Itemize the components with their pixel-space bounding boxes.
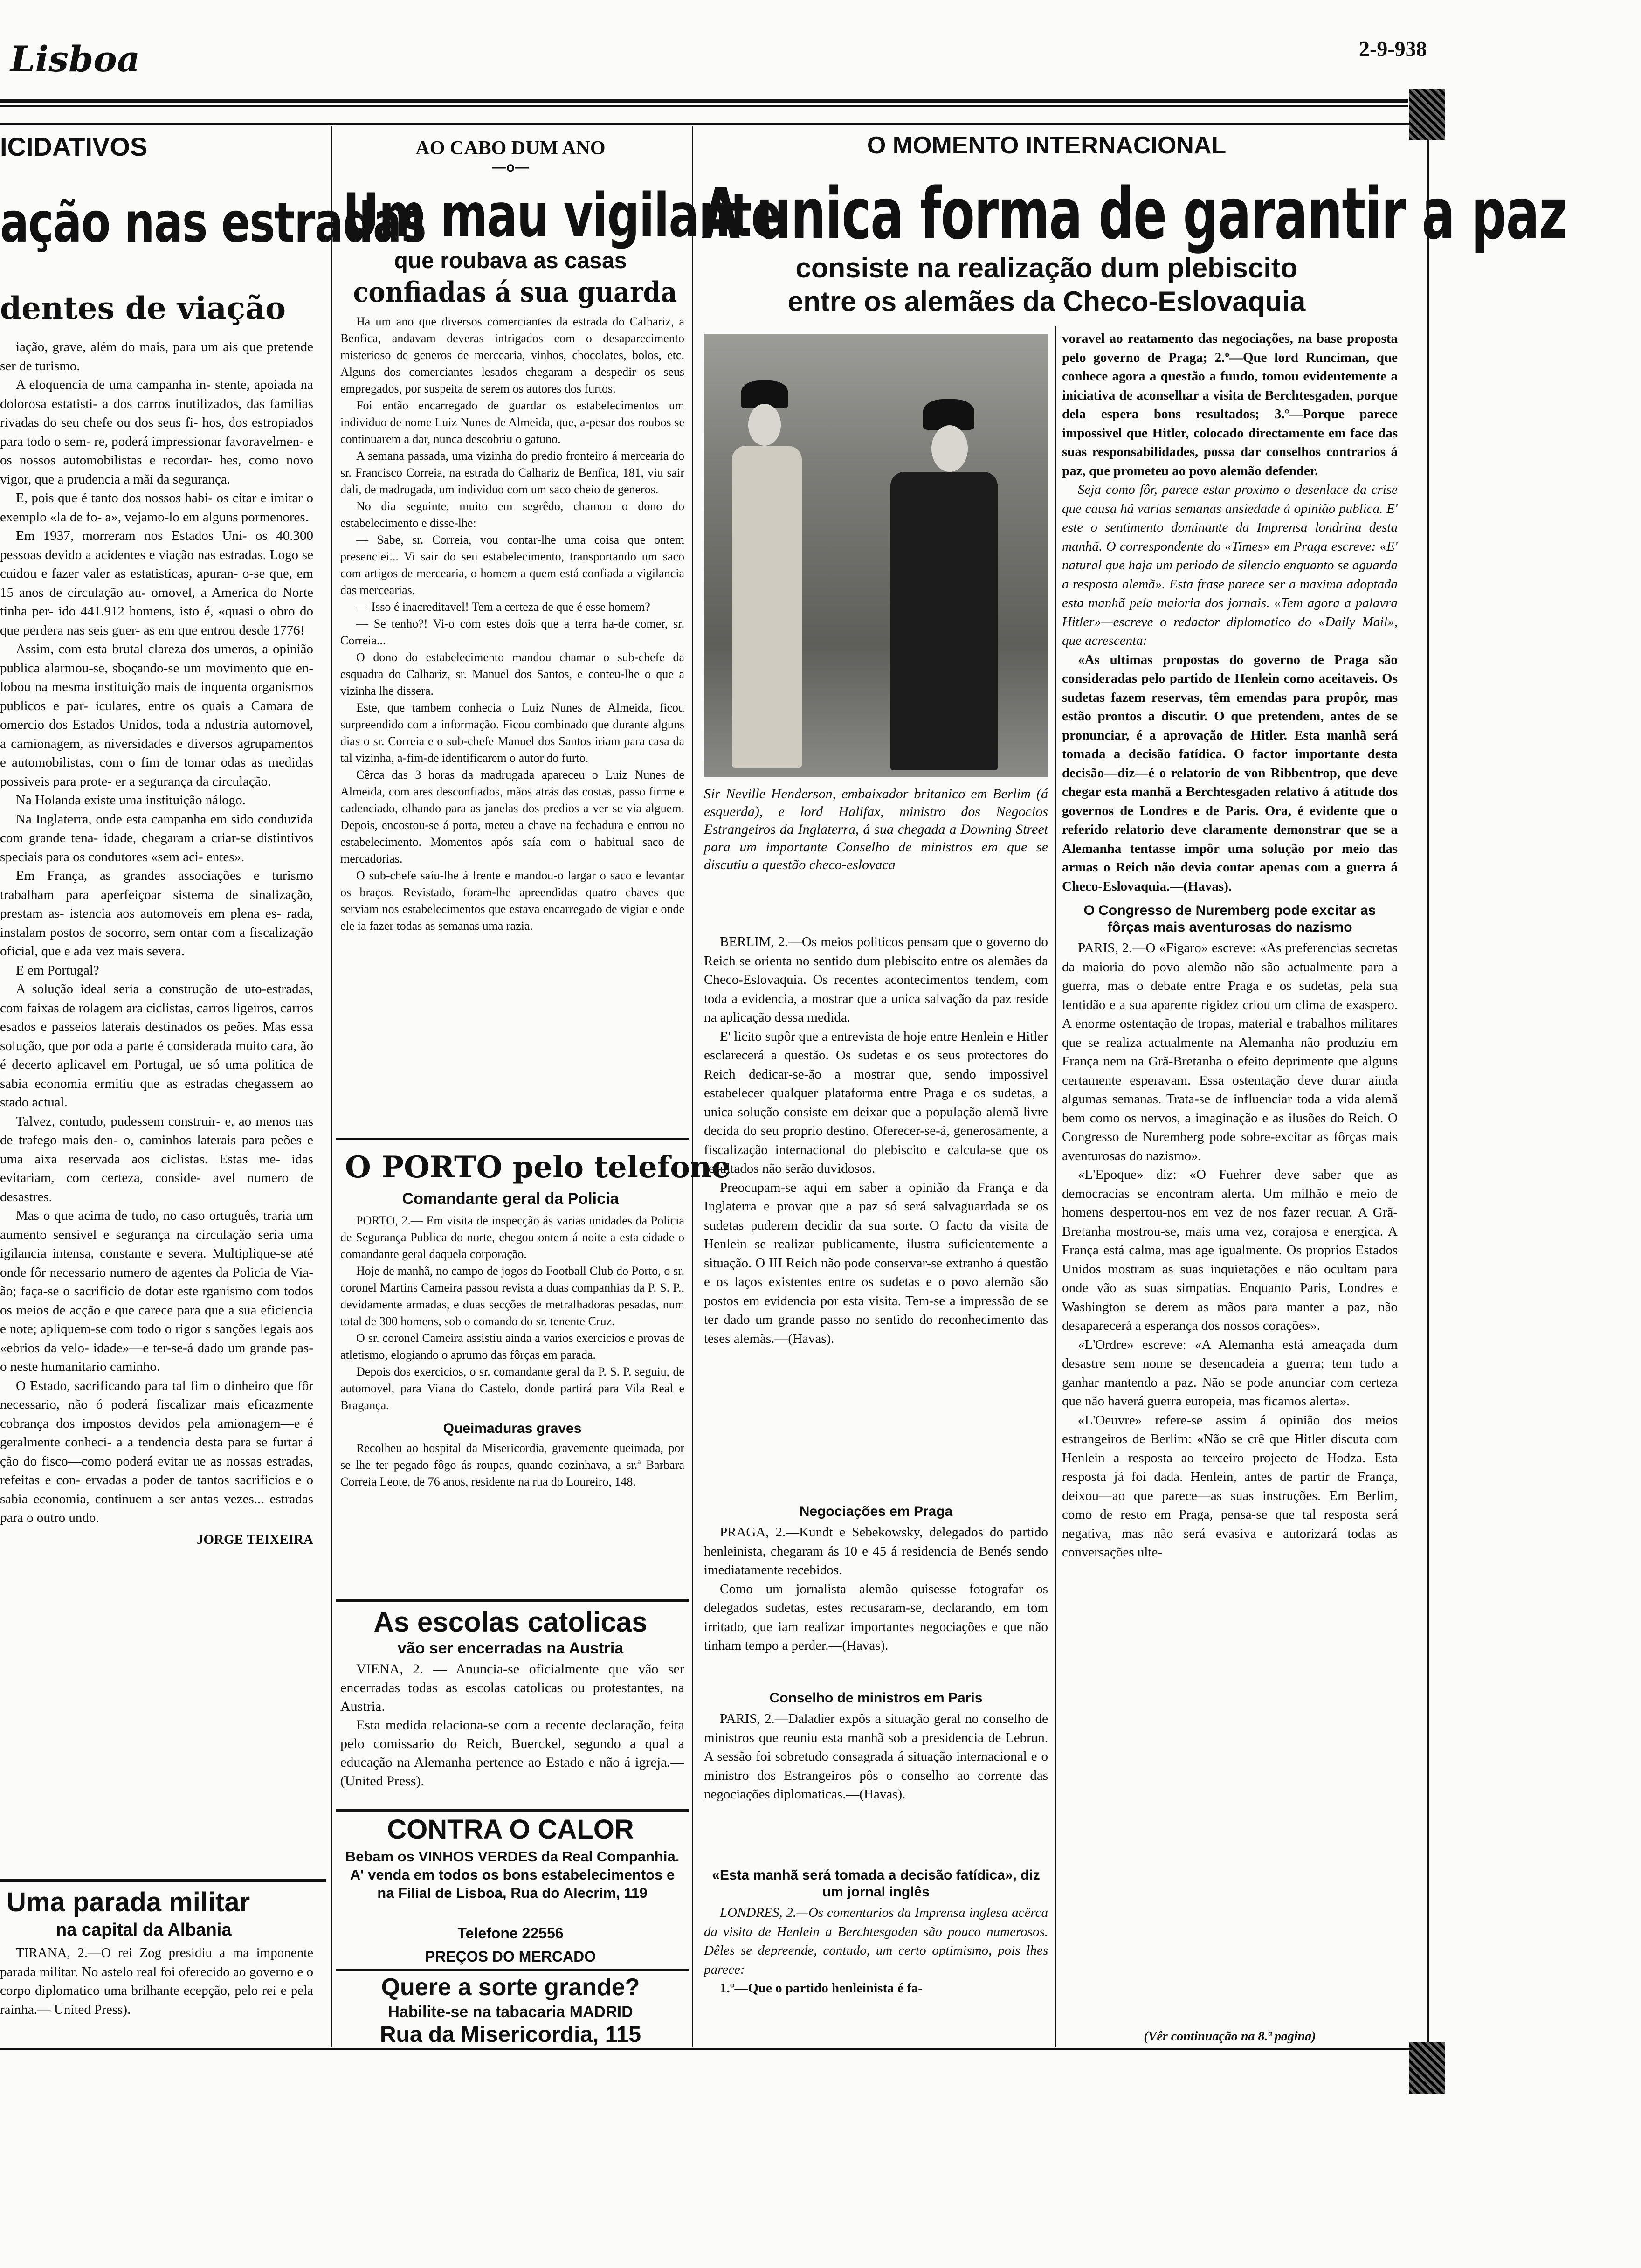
col1-para-1: iação, grave, além do mais, para um ais que pretende ser de turismo. [0,339,313,373]
col3-para-2: E' licito supôr que a entrevista de hoje entre Henlein e Hitler esclarecerá a questão. Os sudetas e os seus protectores do Reich dedicar-se-ão a mostrar que, sendo impossivel estabelecer qualquer plataforma entre Praga e os sudetas, a unica solução consiste em deixar que a população alemã livre decida do seu proprio destino. Oferecer-se-á, generosamente, a fiscalização internacional do plebiscito e calcula-se que os resultados não serão duvidosos. [704,1029,1048,1176]
col2-ad2-rule [336,1969,689,1971]
column-divider-1 [331,126,332,2047]
col2-porto-article [340,1212,684,1632]
col4-para-7: «L'Oeuvre» refere-se assim á opinião dos meios estrangeiros de Berlim: «Não se crê que Hitler discuta com Henlein a resposta ao terceiro projecto de Hodza. Esta resposta já foi dada. Henlein, antes de partir de França, deixou—ao que parece—as suas instruções. Em Berlim, como de resto em Praga, pensa-se que tal resposta será negativa, mas não será evasiva e autorizará todas as conversações ulte- [1062,1412,1398,1560]
ad1-phone: Telefone 22556 [457,1925,564,1942]
col4-continuation: (Vêr continuação na 8.ª pagina) [1144,2029,1316,2044]
col2-queimaduras-title: Queimaduras graves [443,1421,582,1436]
col2-para-10: Cêrca das 3 horas da madrugada apareceu o Luiz Nunes de Almeida, com ares desconfiados, mãos atrás das costas, passo firme e cadenciado, olhando para as janelas dos predios a ver se via alguem. Depois, encostou-se á porta, meteu a chave na fechadura e entrou no estabelecimento. Momentos após saía com o habitual saco de mercadorias. [340,768,684,865]
col4-para-4: PARIS, 2.—O «Figaro» escreve: «As preferencias secretas da maioria do povo alemão não são actualmente para a guerra, mas o debate entre Praga e os sudetas, pela sua lentidão e a sua aparente rigidez criou um clima de exaspero. A enorme ostentação de tropas, material e trabalhos militares que se realiza actualmente na Alemanha não produziu em França nem na Grã-Bretanha o efeito deprimente que alguns certamente esperavam. Essa ostentação deve durar ainda algumas semanas. Trata-se de influenciar toda a vida alemã bem como os nervos, a imaginação e as ilusões do Reich. O Congresso de Nuremberg pode sobre-excitar as fôrças mais aventurosas do nazismo». [1062,940,1398,1163]
col4-para-1: voravel ao reatamento das negociações, na base proposta pelo governo de Praga; 2.º—Que lord Runciman, que conhece agora a questão a fundo, tomou evidentemente a iniciativa de aconselhar a visita de Berchtesgaden, porque dela espera bons resultados; 3.º—Porque parece impossivel que Hitler, colocado directamente em face das suas responsabilidades, possa dar conselhos contrarios á paz, que prometeu ao povo alemão defender. [1062,331,1398,478]
col1-kicker: ICIDATIVOS [0,132,148,161]
col3-paris-text: PARIS, 2.—Daladier expôs a situação geral no conselho de ministros que reuniu esta manhã sob a presidencia de Lebrun. A sessão foi sobretudo consagrada á situação internacional e o ministro dos Estrangeiros pôs o conselho ao corrente das negociações diplomaticas.—(Havas). [704,1711,1048,1802]
col2-escolas-para-1: VIENA, 2. — Anuncia-se oficialmente que vão ser encerradas todas as escolas catolicas ou protestantes, na Austria. [340,1661,684,1714]
col2-kicker-dash: —o— [492,159,529,175]
col1-para-10: A solução ideal seria a construção de uto-estradas, com faixas de rolagem ara ciclistas, carros ligeiros, carros esados e passeios laterais destinados os peões. Mas essa solução, que por oda a parte é considerada muito cara, ão é decerto aplicavel em Portugal, ue só uma politica de sabia economia ermitiu que as estradas chegassem ao stado actual. [0,982,313,1110]
ad1-body: Bebam os VINHOS VERDES da Real Companhia. A' venda em todos os bons estabelecimentos e na Filial de Lisboa, Rua do Alecrim, 119 [345,1848,680,1901]
col4-article [1062,329,1398,2026]
ad1-title: CONTRA O CALOR [387,1814,634,1845]
masthead-city: Lisboa [10,38,140,80]
col3-para-1: BERLIM, 2.—Os meios politicos pensam que o governo do Reich se orienta no sentido dum plebiscito entre os alemães da Checo-Eslovaquia. Os recentes acontecimentos tendem, com toda a evidencia, a mostrar que a unica salvação da paz reside na aplicação dessa medida. [704,934,1048,1025]
ad1-footer: PREÇOS DO MERCADO [425,1948,596,1965]
col1-box-rule [0,1879,326,1882]
photo-figure-right [890,472,998,770]
col1-para-4: Em 1937, morreram nos Estados Uni- os 40.300 pessoas devido a acidentes e viação nas estradas. Logo se cuidou e fazer valer as estatisticas, apuran- o-se que, em 15 anos de circulação au- omovel, a America do Norte tinha per- ido 441.912 homens, isto é, «quasi o obro do que perdera nas seis guer- as em que entrou desde 1776! [0,528,313,638]
col3-item-1: 1.º—Que o partido henleinista é fa- [720,1981,923,1996]
masthead-rule-under [0,123,1413,125]
col3-paris-article [704,1683,1048,1856]
col2-para-7: — Se tenho?! Vi-o com estes dois que a terra ha-de comer, sr. Correia... [340,617,684,647]
col2-para-2: Foi então encarregado de guardar os estabelecimentos um individuo de nome Luiz Nunes de Almeida, que, a-pesar dos roubos se continuarem a dar, nunca descobriu o gatuno. [340,399,684,446]
col2-porto-para-1: PORTO, 2.— Em visita de inspecção ás varias unidades da Policia de Segurança Publica do norte, chegou ontem á noite a esta cidade o comandante geral daquela corporação. [340,1214,684,1261]
col2-para-3: A semana passada, uma vizinha do predio fronteiro á mercearia do sr. Francisco Correia, na estrada do Calhariz de Benfica, 181, viu sair dali, de madrugada, um individuo com um saco cheio de generos. [340,449,684,496]
col1-para-2: A eloquencia de uma campanha in- stente, apoiada na dolorosa estatisti- a dos carros inutilizados, das familias rivadas do seu chefe ou dos seus fi- hos, dos estropiados para todo o sem- re, poderá impressionar favoravelmen- e os nossos automobilistas e recordar- hes, como novo vigor, que a prudencia a mãi da segurança. [0,377,313,487]
col2-article [340,313,684,1153]
col2-porto-para-3: O sr. coronel Cameira assistiu ainda a varios exercicios e provas de atletismo, elogiando o aprumo das fôrças em parada. [340,1331,684,1362]
col1-box-title: Uma parada militar [7,1887,250,1917]
col1-para-12: Mas o que acima de tudo, no caso ortuguês, traria um aumento sensivel e segurança na circulação seria uma igilancia intensa, constante e severa. Multiplique-se até onde fôr necessario numero de agentes da Policia de Via- ão; faça-se o sacrificio de dotar este rganismo com todos os meios de acção e que carece para que a sua eficiencia e note; apliquem-se com todo o rigor s sanções legais aos «ebrios da velo- idade»—e ter-se-á dado um grande pas- o neste humanitario caminho. [0,1208,313,1374]
masthead-rule-thick [0,99,1408,103]
ad2-line: Habilite-se na tabacaria MADRID [388,2003,633,2021]
col2-subhead: que roubava as casas [394,249,627,273]
col2-para-4: No dia seguinte, muito em segrêdo, chamou o dono do estabelecimento e disse-lhe: [340,499,684,530]
col3-decisao-article [704,1860,1048,2047]
col1-box-text [0,1943,313,2041]
right-edge-rule [1427,140,1429,2042]
col2-porto-rule [336,1138,689,1140]
column-divider-3 [1055,326,1056,2047]
col1-box-para: TIRANA, 2.—O rei Zog presidiu a ma imponente parada militar. No astelo real foi oferecido ao governo e o corpo diplomatico uma brilhante ecepção, pelo rei e pela rainha.— United Press). [0,1945,313,2017]
col2-kicker: AO CABO DUM ANO [415,138,606,159]
col4-para-5: «L'Epoque» diz: «O Fuehrer deve saber que as democracias se encontram alerta. Um milhão e meio de homens despertou-nos em vez de nos fazer recuar. A Grã-Bretanha mostrou-se, mais uma vez, corajosa e energica. A França está calma, mas age igualmente. Os proprios Estados Unidos mostram as suas inquietações e não ocultam para onde vão as suas simpatias. Enquanto Paris, Londres e Washington se derem as mãos para manter a paz, não desaparecerá a esperança dos nossos corações». [1062,1167,1398,1333]
col3-sub1: consiste na realização dum plebiscito [795,252,1298,284]
col3-kicker: O MOMENTO INTERNACIONAL [867,132,1227,159]
photo-head-left [748,404,781,446]
col1-para-5: Assim, com esta brutal clareza dos umeros, a opinião publica alarmou-se, sboçando-se um movimento que en- lobou na mesma instituição mais de inquenta organismos publicos e par- iculares, entre os quais a Camara de omercio dos Estados Unidos, toda a ndustria automovel, a camionagem, as niversidades e diversos agrupamentos e automobilistas, com o fim de tomar odas as medidas possiveis para prote- er a segurança da circulação. [0,642,313,789]
col1-para-6: Na Holanda existe uma instituição nálogo. [16,793,246,808]
col2-escolas-article [340,1660,684,1814]
col1-subhead: dentes de viação [0,290,286,326]
col4-para-2: Seja como fôr, parece estar proximo o desenlace da crise que causa há varias semanas ansiedade á opinião publica. E' este o sentimento dominante da Imprensa londrina desta manhã. O correspondente do «Times» em Praga escreve: «E' natural que haja um periodo de silencio enquanto se aguarda a resposta alemã». Esta frase parece ser a maxima adoptada esta manhã pela maioria dos jornais. «Tem agora a palavra Hitler»—escreve o redactor diplomatico do «Daily Mail», que acrescenta: [1062,482,1398,648]
col2-escolas-para-2: Esta medida relaciona-se com a recente declaração, feita pelo comissario do Reich, Buerckel, segundo a qual a educação na Alemanha pertence ao Estado e não á igreja.—(United Press). [340,1717,684,1789]
col3-praga-title: Negociações em Praga [799,1504,953,1519]
col2-escolas-sub: vão ser encerradas na Austria [397,1639,624,1657]
col2-headline: Um mau vigilante [343,181,781,250]
col3-praga-para-2: Como um jornalista alemão quisesse fotografar os delegados sudetas, estes recusaram-se, declarando, em tom irritado, que iam realizar importantes negociações e que não tinham tempo a perder.—(Havas). [704,1581,1048,1653]
photo-henderson-halifax [704,334,1048,777]
col2-escolas-rule [336,1599,689,1602]
col2-porto-title: O PORTO pelo telefone [345,1150,731,1185]
right-edge-marker-bottom [1409,2042,1445,2094]
col2-porto-para-4: Depois dos exercicios, o sr. comandante geral da P. S. P. seguiu, de automovel, para Viana do Castelo, donde partirá para Vila Real e Bragança. [340,1365,684,1412]
col1-para-3: E, pois que é tanto dos nossos habi- os citar e imitar o exemplo «la de fo- a», vejamo-lo em alguns pormenores. [0,491,313,525]
col2-para-9: Este, que tambem conhecia o Luiz Nunes de Almeida, ficou surpreendido com a informação. Ficou combinado que durante alguns dias o sr. Correia e o sub-chefe Manuel dos Santos iriam para casa da tal vizinha, a-fim-de identificarem o autor do furto. [340,701,684,765]
col1-para-13: O Estado, sacrificando para tal fim o dinheiro que fôr necessario, não ó poderá fiscalizar mais eficazmente cobrança dos impostos devidos pela amionagem—e é geralmente conheci- a a tendencia desta para se furtar á ção do fisco—como poderá evitar ue as nossas estradas, refeitas e con- ervadas a poder de tantos sacrificios e o sabia economia, continuem a ser antas vezes... estradas para o outro undo. [0,1378,313,1525]
col4-para-6: «L'Ordre» escreve: «A Alemanha está ameaçada dum desastre sem nome se desencadeia a guerra; tem tudo a ganhar mantendo a paz. Não se pode anunciar com certeza que não haverá guerra europeia, mas ficamos alerta». [1062,1337,1398,1409]
ad2-title: Quere a sorte grande? [381,1974,640,2001]
photo-head-right [931,425,968,472]
col1-para-11: Talvez, contudo, pudessem construir- e, ao menos nas de trafego mais den- o, caminhos laterais para peões e uma aixa reservada aos ciclistas. Estas me- idas evitariam, com certeza, conside- avel numero de desastres. [0,1113,313,1204]
col4-para-3: «As ultimas propostas do governo de Praga são consideradas pelo partido de Henlein como aceitaveis. Os sudetas fazem reservas, têm emendas para propôr, mas estão prontos a discutir. O que pretendem, antes de se pronunciar, é a aprovação de Hitler. Esta manhã será tomada a decisão fatídica. O factor importante desta decisão—diz—é o relatorio de von Ribbentrop, que deve chegar esta manhã a Berchtesgaden relativo á atitude dos governos de Londres e de Paris. Ora, é evidente que o referido relatorio deve claramente demonstrar que se a Alemanha tentasse impôr uma solução por meio das armas o Reich não devia contar apenas com a guerra á Checo-Eslovaquia.—(Havas). [1062,652,1398,894]
col2-para-1: Ha um ano que diversos comerciantes da estrada do Calhariz, a Benfica, andavam deveras intrigados com o desaparecimento misterioso de generos de mercearia, vinhos, chocolates, bolos, etc. Alguns dos comerciantes lesados chegaram a despedir os seus empregados, por suspeita de serem os autores dos furtos. [340,315,684,395]
col3-para-3: Preocupam-se aqui em saber a opinião da França e da Inglaterra e provar que a paz só será salvaguardada se os sudetas puderem decidir da sua sorte. O facto da visita de Henlein se realizar publicamente, ilustra suficientemente a situação. O III Reich não pode conservar-se extranho á questão e os laços existentes entre os sudetas e o povo alemão são postos em evidencia por esta visita. Tem-se a impressão de se ter dado um grande passo no sentido do reconhecimento das teses alemãs.—(Havas). [704,1180,1048,1346]
col2-porto-para-2: Hoje de manhã, no campo de jogos do Football Club do Porto, o sr. coronel Martins Cameira passou revista a duas companhias da P. S. P., devidamente armadas, e duas secções de metralhadoras pesadas, num total de 300 homens, sob o comando do sr. tenente Cruz. [340,1264,684,1328]
col3-article [704,933,1048,1492]
col2-ad1-rule [336,1809,689,1812]
photo-caption: Sir Neville Henderson, embaixador britanico em Berlim (á esquerda), e lord Halifax, ministro dos Negocios Estrangeiros da Inglaterra, á sua chegada a Downing Street para um importante Conselho de ministros em que se discutiu a questão checo-eslovaca [704,786,1048,872]
col1-article [0,338,313,1872]
col3-sub2: entre os alemães da Checo-Eslovaquia [787,286,1306,317]
masthead-rule-thin [0,105,1408,107]
col2-porto-sub: Comandante geral da Policia [402,1190,619,1208]
col1-para-8: Em França, as grandes associações e turismo trabalham para aperfeiçoar sistema de sinalização, prestam as- istencia aos automoveis em plena es- rada, instalam postos de socorro, sem ontar com a fiscalização oficial, que e ada vez mais severa. [0,868,313,959]
column-divider-2 [692,126,693,2047]
col2-queimaduras-text: Recolheu ao hospital da Misericordia, gravemente queimada, por se lhe ter pegado fôgo ás roupas, quando cozinhava, a sr.ª Barbara Correia Leote, de 76 anos, residente na rua do Loureiro, 148. [340,1441,684,1488]
col1-box-subtitle: na capital da Albania [56,1920,232,1940]
col4-nuremberg-title: O Congresso de Nuremberg pode excitar as fôrças mais aventurosas do nazismo [1083,903,1376,935]
col3-decisao-text: LONDRES, 2.—Os comentarios da Imprensa inglesa acêrca da visita de Henlein a Berchtesgaden são pouco numerosos. Dêles se depreende, contudo, um certo optimismo, pois lhes parece: [704,1905,1048,1977]
ad2-address: Rua da Misericordia, 115 [379,2022,641,2047]
col3-headline: A unica forma de garantir a paz [702,173,1567,255]
col3-praga-para-1: PRAGA, 2.—Kundt e Sebekowsky, delegados do partido henleinista, chegaram ás 10 e 45 á residencia de Benés sendo imediatamente recebidos. [704,1525,1048,1577]
col2-para-6: — Isso é inacreditavel! Tem a certeza de que é esse homem? [356,600,650,614]
col2-subhead2: confiadas á sua guarda [353,276,677,309]
col3-decisao-title: «Esta manhã será tomada a decisão fatídica», diz um jornal inglês [712,1867,1040,1900]
col3-praga-article [704,1497,1048,1679]
masthead-date: 2-9-938 [1359,37,1427,61]
col1-headline: ação nas estradas [0,190,426,255]
ad1-text [343,1847,682,1922]
col3-paris-title: Conselho de ministros em Paris [769,1690,983,1706]
col1-para-7: Na Inglaterra, onde esta campanha em sido conduzida com grande tena- idade, chegaram a criar-se distintivos speciais para os condutores «sem aci- entes». [0,811,313,864]
bottom-rule [0,2048,1413,2050]
col1-para-9: E em Portugal? [16,962,99,978]
col2-para-8: O dono do estabelecimento mandou chamar o sub-chefe da esquadra do Calhariz, sr. Manuel dos Santos, e conteu-lhe o que a vizinha lhe dissera. [340,650,684,698]
photo-figure-left [732,446,802,768]
col2-para-11: O sub-chefe saíu-lhe á frente e mandou-o largar o saco e levantar os braços. Revistado, foram-lhe apreendidas quatro chaves que serviam nos estabelecimentos que estava encarregado de vigiar e onde ele ia fazer todas as semanas uma razia. [340,869,684,933]
col2-para-5: — Sabe, sr. Correia, vou contar-lhe uma coisa que ontem presenciei... Vi sair do seu estabelecimento, transportando um saco com artigos de mercearia, o homem a quem está confiada a vigilancia das mercearias. [340,533,684,597]
col1-signature: JORGE TEIXEIRA [196,1532,313,1547]
col2-escolas-title: As escolas catolicas [373,1606,648,1638]
right-edge-marker-top [1409,89,1445,140]
